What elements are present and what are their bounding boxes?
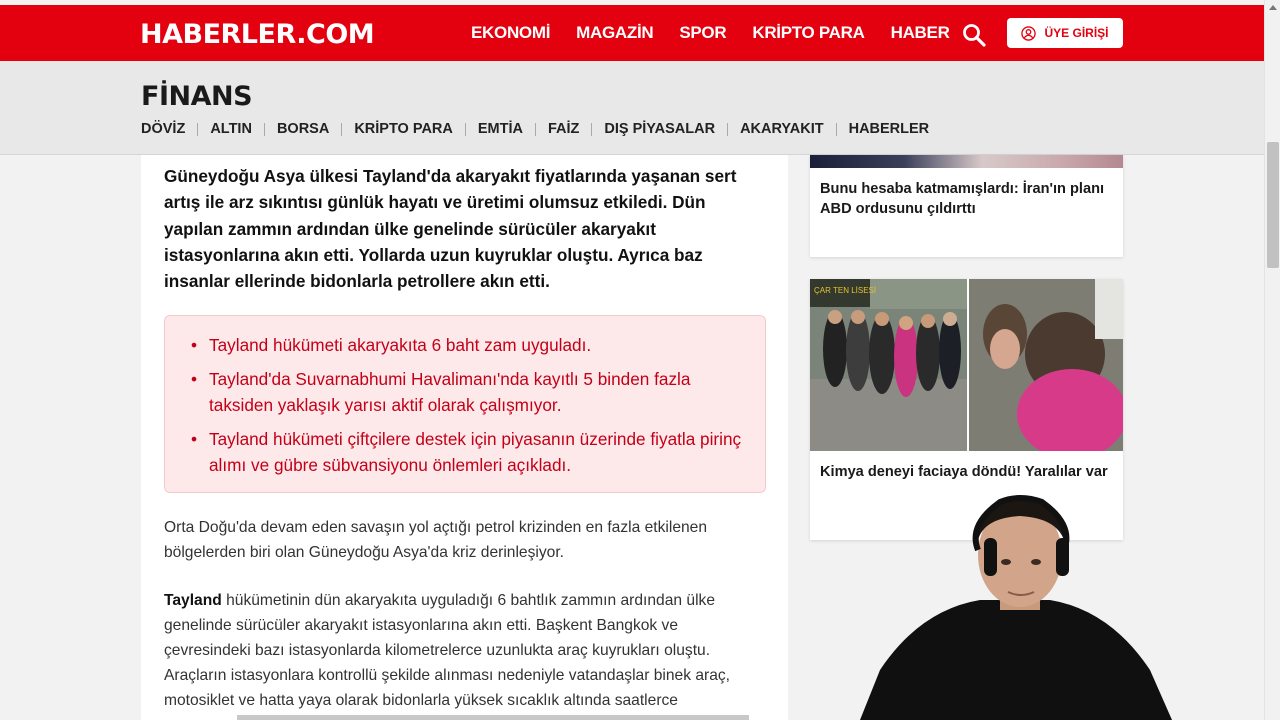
- summary-list: [209, 332, 749, 486]
- article-lead: Güneydoğu Asya ülkesi Tayland'da akaryakıt fiyatlarında yaşanan sert artış ile arz sıkıntısı günlük hayatı ve üretimi olumsuz etkiledi. Dün yapılan zammın ardından ülke genelinde sürücüler akaryakıt istasyonlarına akın etti. Yollarda uzun kuyruklar oluştu. Ayrıca baz insanlar ellerinde bidonlarla petrollere akın etti.: [164, 166, 737, 292]
- article-paragraph: Orta Doğu'da devam eden savaşın yol açtığı petrol krizinden en fazla etkilenen bölgelerden biri olan Güneydoğu Asya'da kriz derinleşiyor.: [164, 519, 708, 561]
- nav-divider: [591, 123, 592, 136]
- news-photo: [810, 279, 1123, 451]
- top-header: [0, 0, 1264, 61]
- nav-divider: [836, 123, 837, 136]
- paragraph-text: hükümetinin dün akaryakıta uyguladığı 6 bahtlık zammın ardından ülke genelinde sürücüler akaryakıt istasyonlarına akın etti. Başkent Bangkok ve çevresindeki bazı istasyonlarda kilometrelerce uzunlukta araç kuyrukları oluştu. Araçların istasyonlara kontrollü şekilde alınması nedeniyle vatandaşlar binek araç, motosiklet ve hatta yaya olarak bidonlarla yüksek sıcaklık altında saatlerce: [164, 592, 731, 709]
- nav-ekonomi[interactable]: EKONOMİ: [471, 23, 551, 42]
- site-logo[interactable]: HABERLER.COM: [140, 19, 375, 50]
- tayland-keyword[interactable]: Tayland: [164, 592, 222, 609]
- nav-magazin[interactable]: MAGAZİN: [576, 23, 654, 42]
- subnav-faiz[interactable]: FAİZ: [547, 121, 580, 137]
- search-icon[interactable]: [962, 23, 986, 47]
- subnav-kripto-para[interactable]: KRİPTO PARA: [354, 121, 453, 137]
- article-paragraph: [164, 588, 764, 713]
- scroll-up-arrow-icon[interactable]: [1269, 5, 1277, 10]
- section-header: [0, 61, 1264, 155]
- subnav-emtia[interactable]: EMTİA: [477, 121, 523, 137]
- page-scrollbar[interactable]: [1264, 0, 1280, 720]
- subnav-borsa[interactable]: BORSA: [276, 121, 330, 137]
- summary-item: • Tayland hükümeti akaryakıta 6 baht zam uyguladı.: [209, 332, 749, 359]
- nav-divider: [535, 123, 536, 136]
- subnav-altin[interactable]: ALTIN: [210, 121, 252, 137]
- section-title[interactable]: FİNANS: [141, 81, 253, 112]
- news-thumbnail: [810, 279, 1123, 451]
- nav-divider: [727, 123, 728, 136]
- nav-divider: [264, 123, 265, 136]
- webcam-overlay: [860, 490, 1172, 720]
- user-icon: [1021, 26, 1036, 41]
- nav-haber[interactable]: HABER: [890, 23, 950, 42]
- subnav-haberler[interactable]: HABERLER: [848, 121, 930, 137]
- login-label: ÜYE GİRİŞİ: [1044, 26, 1109, 40]
- subnav-dis-piyasalar[interactable]: DIŞ PİYASALAR: [604, 121, 716, 137]
- news-card[interactable]: [810, 155, 1123, 257]
- nav-divider: [341, 123, 342, 136]
- scrollbar-thumb[interactable]: [1267, 142, 1279, 268]
- subnav-akaryakit[interactable]: AKARYAKIT: [740, 121, 824, 137]
- horizontal-scroll-indicator: [237, 715, 749, 720]
- news-card-title[interactable]: Bunu hesaba katmamışlardı: İran'ın planı ABD ordusunu çıldırttı: [820, 181, 1105, 217]
- news-thumbnail: [810, 155, 1123, 168]
- sign-text: ÇAR TEN LİSESİ: [814, 286, 877, 295]
- nav-spor[interactable]: SPOR: [679, 23, 727, 42]
- nav-divider: [197, 123, 198, 136]
- news-card-title[interactable]: Kimya deneyi faciaya döndü! Yaralılar var: [820, 464, 1108, 480]
- nav-kripto-para[interactable]: KRİPTO PARA: [752, 23, 865, 42]
- summary-item: • Tayland hükümeti çiftçilere destek için piyasanın üzerinde fiyatla pirinç alımı ve gübre sübvansiyonu önlemleri açıkladı.: [209, 426, 749, 479]
- article-summary-box: [164, 315, 766, 493]
- section-nav: [141, 121, 929, 137]
- subnav-doviz[interactable]: DÖVİZ: [141, 121, 186, 137]
- login-button[interactable]: [1007, 18, 1123, 48]
- nav-divider: [465, 123, 466, 136]
- summary-item: • Tayland'da Suvarnabhumi Havalimanı'nda kayıtlı 5 binden fazla taksiden yaklaşık yarısı aktif olarak çalışmıyor.: [209, 366, 749, 419]
- main-nav: [471, 23, 950, 43]
- article-body: [141, 155, 788, 720]
